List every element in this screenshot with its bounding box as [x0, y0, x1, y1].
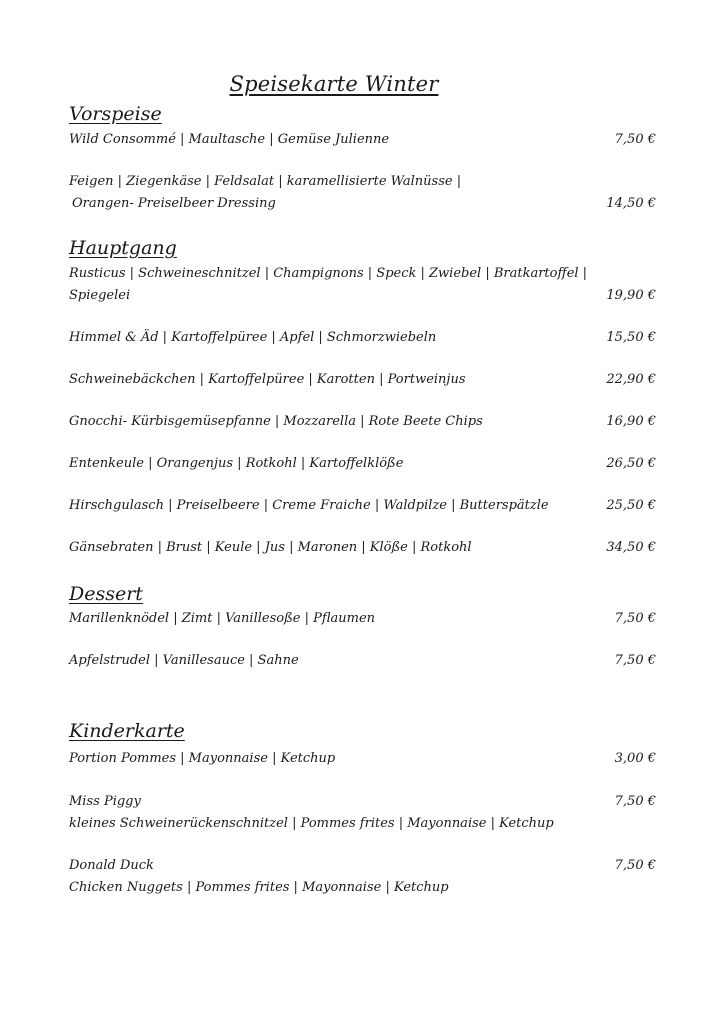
menu-item-text: Portion Pommes | Mayonnaise | Ketchup: [69, 751, 336, 766]
menu-item-text: Donald Duck: [69, 858, 154, 873]
menu-item-price: 26,50 €: [606, 456, 656, 471]
menu-item-price: 34,50 €: [606, 540, 656, 555]
menu-item-price: 25,50 €: [606, 498, 656, 513]
menu-item-price: 7,50 €: [614, 794, 656, 809]
menu-item-price: 15,50 €: [606, 330, 656, 345]
section-heading-vorspeise: Vorspeise: [69, 103, 162, 125]
menu-item-text: Feigen | Ziegenkäse | Feldsalat | karamellisierte Walnüsse |: [69, 174, 462, 189]
menu-item-text: Orangen- Preiselbeer Dressing: [72, 196, 276, 211]
section-heading-dessert: Dessert: [69, 583, 143, 605]
menu-item-price: 7,50 €: [614, 132, 656, 147]
menu-item-text: Hirschgulasch | Preiselbeere | Creme Fraiche | Waldpilze | Butterspätzle: [69, 498, 549, 513]
menu-item-price: 7,50 €: [614, 653, 656, 668]
menu-item-text: Chicken Nuggets | Pommes frites | Mayonnaise | Ketchup: [69, 880, 449, 895]
menu-item-text: Rusticus | Schweineschnitzel | Champignons | Speck | Zwiebel | Bratkartoffel |: [69, 266, 588, 281]
menu-item-text: Schweinebäckchen | Kartoffelpüree | Karotten | Portweinjus: [69, 372, 466, 387]
menu-item-text: Gänsebraten | Brust | Keule | Jus | Maronen | Klöße | Rotkohl: [69, 540, 472, 555]
section-heading-hauptgang: Hauptgang: [69, 237, 177, 259]
menu-item-text: Gnocchi- Kürbisgemüsepfanne | Mozzarella | Rote Beete Chips: [69, 414, 483, 429]
menu-item-text: kleines Schweinerückenschnitzel | Pommes frites | Mayonnaise | Ketchup: [69, 816, 554, 831]
page-title: Speisekarte Winter: [229, 72, 439, 96]
menu-item-text: Apfelstrudel | Vanillesauce | Sahne: [69, 653, 299, 668]
menu-item-text: Wild Consommé | Maultasche | Gemüse Julienne: [69, 132, 390, 147]
menu-item-text: Miss Piggy: [69, 794, 141, 809]
menu-item-price: 19,90 €: [606, 288, 656, 303]
menu-item-text: Marillenknödel | Zimt | Vanillesoße | Pflaumen: [69, 611, 376, 626]
menu-item-price: 3,00 €: [614, 751, 656, 766]
menu-item-price: 16,90 €: [606, 414, 656, 429]
menu-item-price: 7,50 €: [614, 611, 656, 626]
menu-item-price: 22,90 €: [606, 372, 656, 387]
menu-item-text: Spiegelei: [69, 288, 131, 303]
menu-item-price: 14,50 €: [606, 196, 656, 211]
section-heading-kinderkarte: Kinderkarte: [69, 720, 185, 742]
menu-item-text: Himmel & Äd | Kartoffelpüree | Apfel | Schmorzwiebeln: [69, 330, 437, 345]
menu-item-price: 7,50 €: [614, 858, 656, 873]
menu-item-text: Entenkeule | Orangenjus | Rotkohl | Kartoffelklöße: [69, 456, 404, 471]
